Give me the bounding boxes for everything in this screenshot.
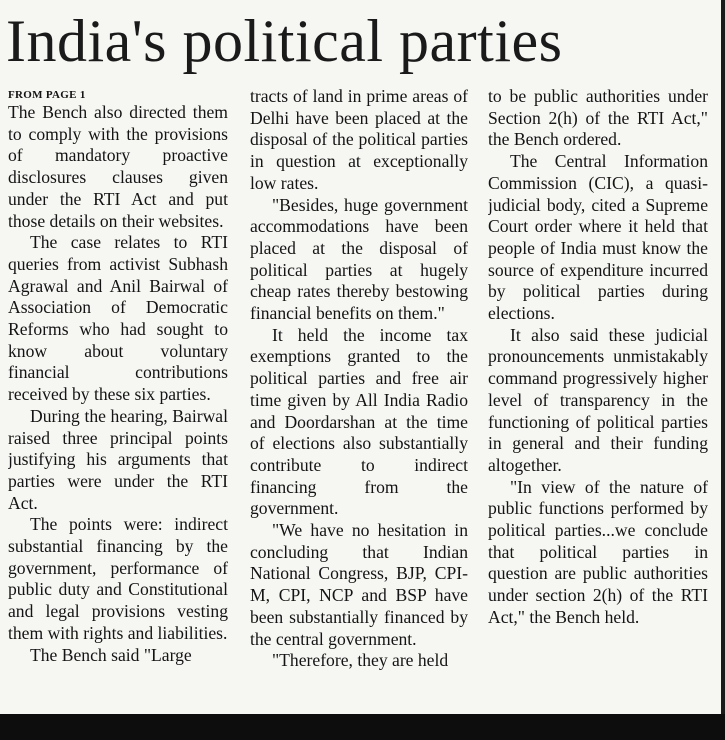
paragraph: During the hearing, Bairwal raised three principal points justifying his arguments that parties were under the RTI Act. [8,405,228,513]
paragraph: The Bench also directed them to comply with the provisions of mandatory proactive disclosures clauses given under the RTI Act and put those details on their websites. [8,102,228,231]
paragraph: to be public authorities under Section 2(h) of the RTI Act," the Bench ordered. [488,86,708,150]
paragraph: It held the income tax exemptions granted to the political parties and free air time given by All India Radio and Doordarshan at the time of elections also substantially contribute to indirect financing from the government. [250,324,468,519]
paragraph: The case relates to RTI queries from activist Subhash Agrawal and Anil Bairwal of Association of Democratic Reforms who had sought to know about voluntary financial contributions received by these six parties. [8,232,228,405]
page-border-bottom [0,714,725,740]
paragraph: The Central Information Commission (CIC), a quasi-judicial body, cited a Supreme Court order where it held that people of India must know the source of expenditure incurred by political parties during elections. [488,151,708,324]
paragraph: The points were: indirect substantial financing by the government, performance of public duty and Constitutional and legal provisions vesting them with rights and liabilities. [8,514,228,643]
headline: India's political parties [6,8,563,74]
paragraph: "Therefore, they are held [272,650,449,671]
article-column-3 [488,86,708,714]
page-border-right [721,0,725,740]
paragraph: "In view of the nature of public functions performed by political parties...we conclude that political parties in question are public authorities under section 2(h) of the RTI Act," the Bench held. [488,476,708,627]
paragraph: "We have no hesitation in concluding that Indian National Congress, BJP, CPI-M, CPI, NCP and BSP have been substantially financed by the central government. [250,520,468,649]
paragraph: The Bench said "Large [30,644,192,665]
paragraph: It also said these judicial pronouncements unmistakably command progressively higher level of transparency in the functioning of political parties in general and their funding altogether. [488,324,708,475]
paragraph: tracts of land in prime areas of Delhi have been placed at the disposal of the political parties in question at exceptionally low rates. [250,86,468,193]
continuation-kicker: FROM PAGE 1 [8,89,86,101]
article-column-1 [8,86,228,714]
paragraph: "Besides, huge government accommodations have been placed at the disposal of political parties at hugely cheap rates thereby bestowing financial benefits on them." [250,194,468,324]
article-column-2 [250,86,468,714]
